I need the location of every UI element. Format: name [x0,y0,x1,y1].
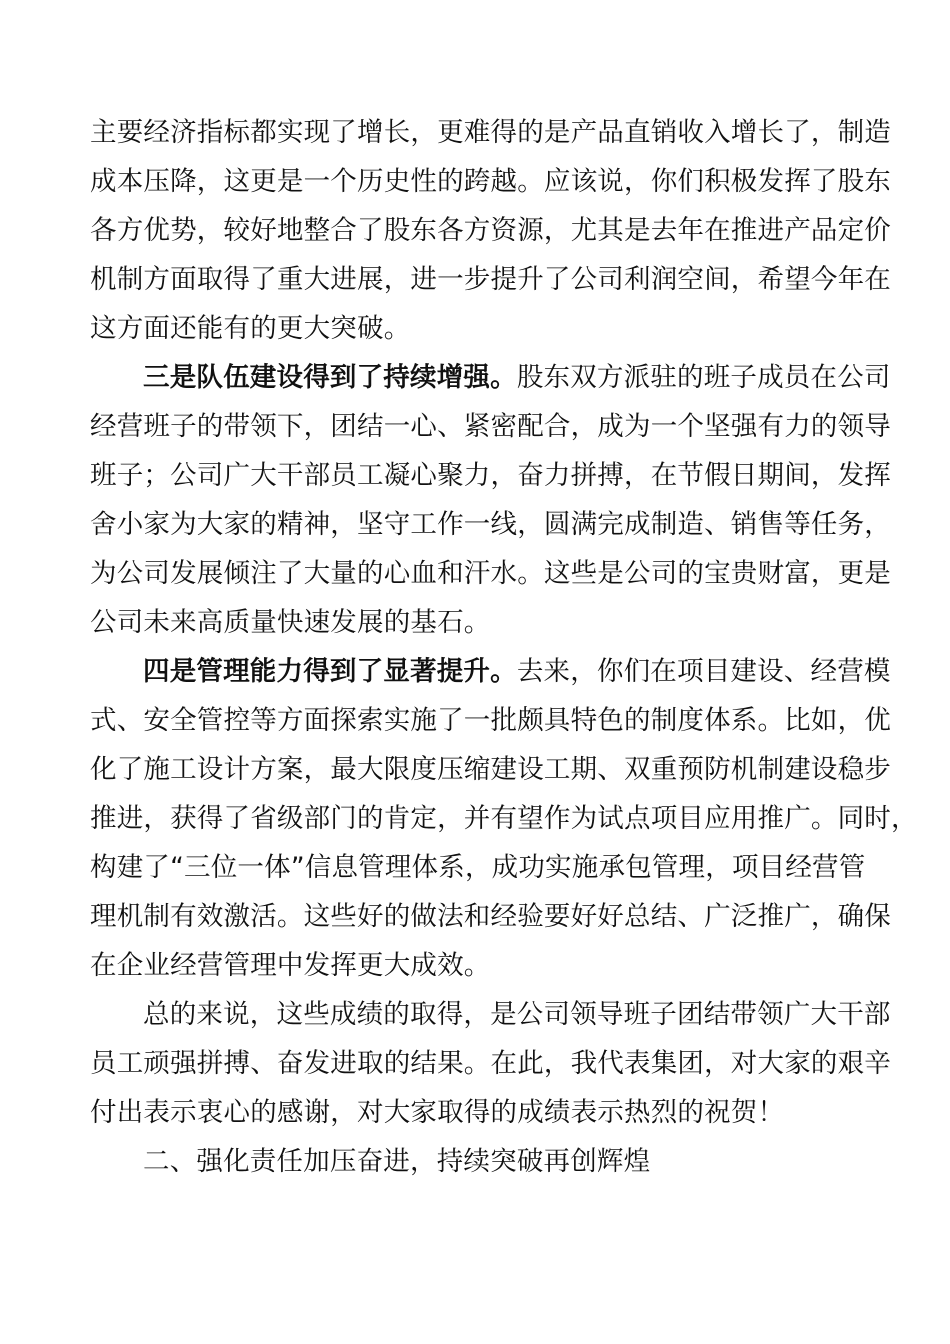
text-line: 员工顽强拼搏、奋发进取的结果。在此，我代表集团，对大家的艰辛 [90,1048,891,1079]
text-line: 舍小家为大家的精神，坚守工作一线，圆满完成制造、销售等任务， [90,509,891,540]
paragraph-management-capability [90,647,918,990]
text-line: 构建了“三位一体”信息管理体系，成功实施承包管理，项目经营管 [90,852,866,883]
text-line: 在企业经营管理中发挥更大成效。 [90,950,491,981]
text-line: 各方优势，较好地整合了股东各方资源，尤其是去年在推进产品定价 [90,215,891,246]
text-line: 公司未来高质量快速发展的基石。 [90,607,491,638]
section-heading [90,1137,860,1186]
paragraph-lead-heading: 三是队伍建设得到了持续增强。 [143,362,517,393]
paragraph-lead-heading: 四是管理能力得到了显著提升。 [143,656,517,687]
paragraph-team-building [90,353,891,647]
text-line [90,353,891,402]
text-line: 化了施工设计方案，最大限度压缩建设工期、双重预防机制建设稳步 [90,754,891,785]
text-line: 为公司发展倾注了大量的心血和汗水。这些是公司的宝贵财富，更是 [90,558,891,589]
text-line: 主要经济指标都实现了增长，更难得的是产品直销收入增长了，制造 [90,117,891,148]
text-line: 式、安全管控等方面探索实施了一批颇具特色的制度体系。比如，优 [90,705,891,736]
text-line [90,647,891,696]
text-line: 班子；公司广大干部员工凝心聚力，奋力拼搏，在节假日期间，发挥 [90,460,891,491]
document-page [90,108,918,1186]
text-line: 付出表示衷心的感谢，对大家取得的成绩表示热烈的祝贺！ [90,1097,785,1128]
text-line: 这方面还能有的更大突破。 [90,313,411,344]
text-line: 经营班子的带领下，团结一心、紧密配合，成为一个坚强有力的领导 [90,411,891,442]
text-line: 总的来说，这些成绩的取得，是公司领导班子团结带领广大干部 [143,999,891,1030]
paragraph-summary [90,990,891,1137]
text-fragment: 去来，你们在项目建设、经营模 [516,656,891,687]
text-line: 理机制有效激活。这些好的做法和经验要好好总结、广泛推广，确保 [90,901,891,932]
text-line: 机制方面取得了重大进展，进一步提升了公司利润空间，希望今年在 [90,264,891,295]
section-heading-text: 二、强化责任加压奋进，持续突破再创辉煌 [143,1146,651,1177]
text-line: 成本压降，这更是一个历史性的跨越。应该说，你们积极发挥了股东 [90,166,891,197]
text-line: 推进，获得了省级部门的肯定，并有望作为试点项目应用推广。同时， [90,803,918,834]
text-fragment: 股东双方派驻的班子成员在公司 [516,362,891,393]
paragraph-economic-indicators [90,108,891,353]
